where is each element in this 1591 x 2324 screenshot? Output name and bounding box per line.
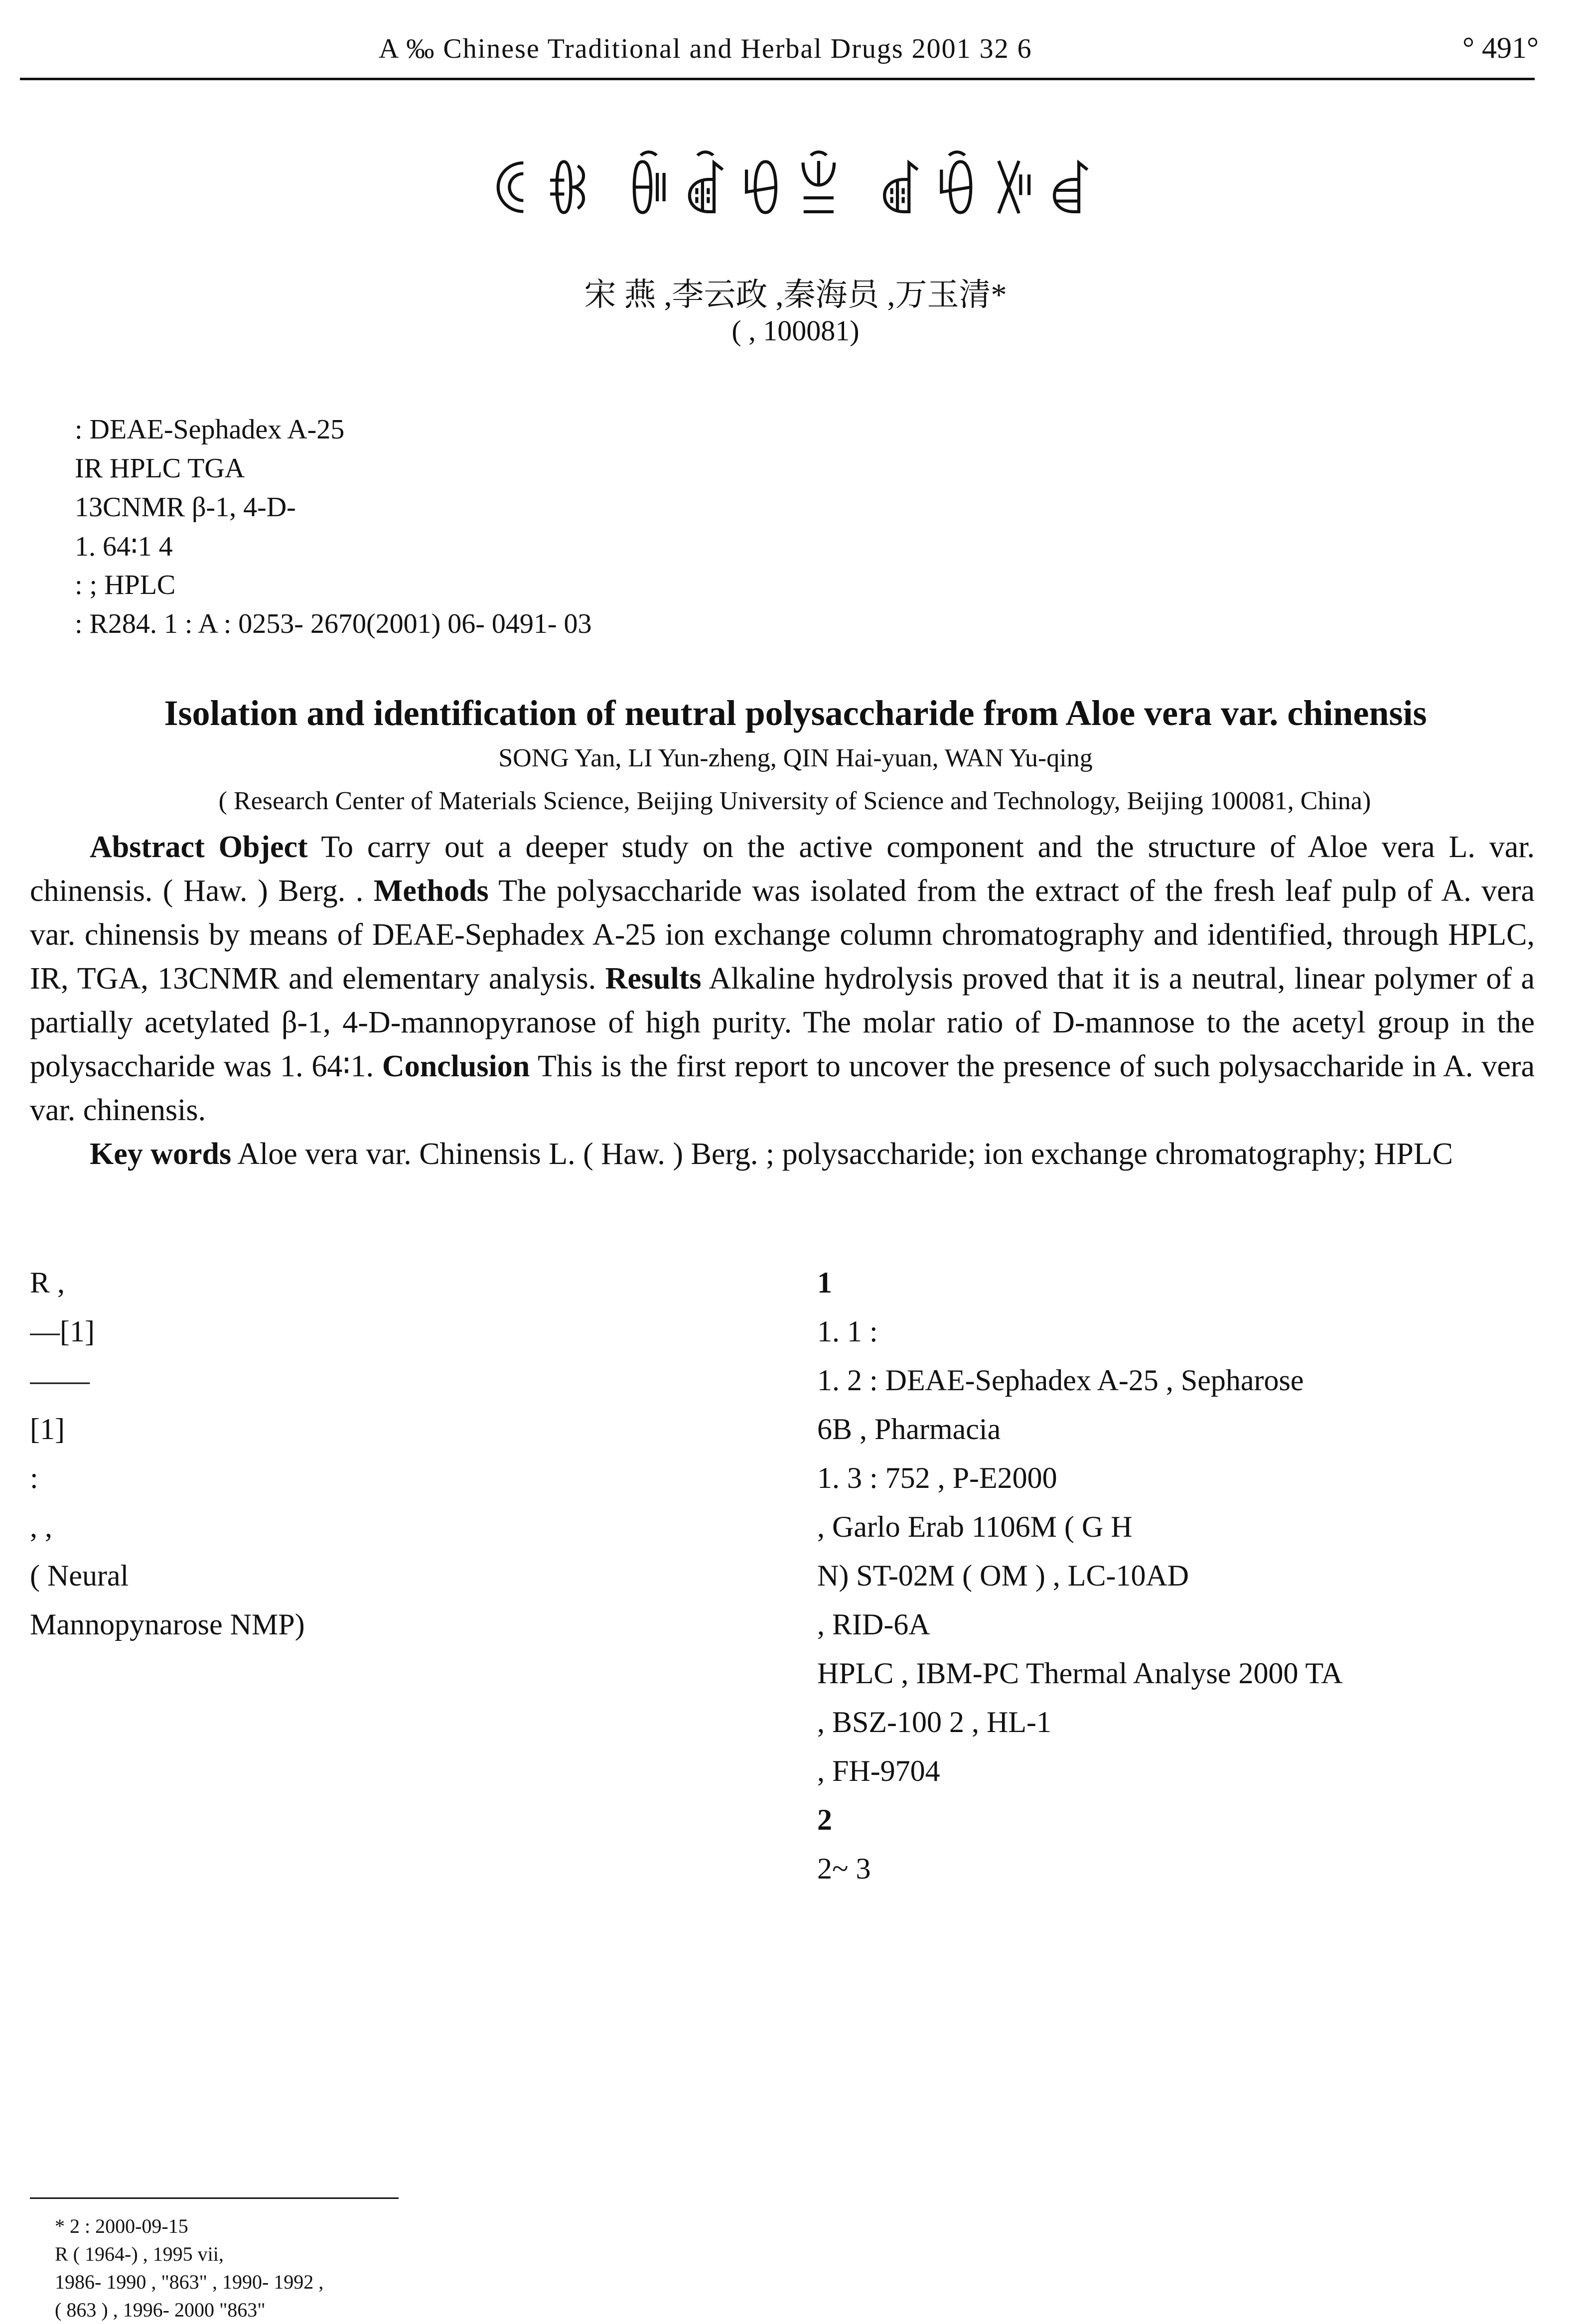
results-text: Alkaline hydrolysis proved that it is a neutral, linear polymer of a partially acetylated β-1, 4-D-mannopyranose of high purity. The molar ratio of D-mannose to the acetyl group in the polysaccharide was 1. 64∶1. bbox=[30, 962, 1535, 1083]
footnote-line: 1986- 1990 , "863" , 1990- 1992 , bbox=[55, 2271, 324, 2293]
body-line: —[1] bbox=[30, 1315, 95, 1348]
body-line: , FH-9704 bbox=[817, 1754, 940, 1787]
object-text: To carry out a deeper study on the active component and the structure of Aloe vera L. var. chinensis. ( Haw. ) Berg. . bbox=[30, 830, 1535, 908]
chinese-abstract-line: 1. 64∶1 4 bbox=[75, 531, 173, 562]
conclusion-text: This is the first report to uncover the presence of such polysaccharide in A. vera var. chinensis. bbox=[30, 1049, 1535, 1127]
object-label: Object bbox=[218, 830, 308, 864]
keywords-text: Aloe vera var. Chinensis L. ( Haw. ) Berg. ; polysaccharide; ion exchange chromatography; HPLC bbox=[237, 1137, 1453, 1171]
chinese-authors: 宋 燕 ,李云政 ,秦海员 ,万玉清* bbox=[584, 277, 1007, 312]
abstract-label: Abstract bbox=[90, 830, 205, 864]
body-right-column bbox=[817, 1258, 1535, 1893]
body-line: : bbox=[30, 1461, 38, 1494]
conclusion-label: Conclusion bbox=[382, 1049, 530, 1083]
body-line: R , bbox=[30, 1266, 65, 1299]
page-number: ° 491° bbox=[1462, 31, 1539, 64]
body-line: N) ST-02M ( OM ) , LC-10AD bbox=[817, 1559, 1189, 1592]
keywords-label: Key words bbox=[90, 1137, 232, 1171]
chinese-affiliation: ( , 100081) bbox=[731, 314, 860, 347]
body-line: [1] bbox=[30, 1413, 65, 1446]
body-line: ( Neural bbox=[30, 1559, 129, 1592]
classification-codes: : R284. 1 : A : 0253- 2670(2001) 06- 0491- 03 bbox=[75, 608, 592, 639]
section-heading: 2 bbox=[817, 1803, 832, 1836]
body-line: , , bbox=[30, 1510, 52, 1543]
body-line: 1. 1 : bbox=[817, 1315, 878, 1348]
journal-running-head: A ‰ Chinese Traditional and Herbal Drugs 2001 32 6 bbox=[379, 33, 1032, 64]
english-title: Isolation and identification of neutral polysaccharide from Aloe vera var. chinensis bbox=[164, 693, 1427, 733]
chinese-title: ꀯꁆ ꀼꀶꀺꁇ ꀷꀹꀻꀸ bbox=[487, 160, 1104, 226]
body-line: 2~ 3 bbox=[817, 1852, 871, 1885]
body-line: 1. 3 : 752 , P-E2000 bbox=[817, 1461, 1057, 1494]
footnote-line: * 2 : 2000-09-15 bbox=[55, 2215, 188, 2237]
body-line: HPLC , IBM-PC Thermal Analyse 2000 TA bbox=[817, 1657, 1343, 1690]
body-line: , Garlo Erab 1106M ( G H bbox=[817, 1510, 1133, 1543]
footnote bbox=[55, 2212, 1530, 2324]
footnote-line: ( 863 ) , 1996- 2000 "863" bbox=[55, 2299, 266, 2321]
results-label: Results bbox=[605, 962, 702, 996]
english-abstract bbox=[30, 825, 1535, 1176]
body-left-column bbox=[30, 1258, 747, 1649]
chinese-abstract-line: : DEAE-Sephadex A-25 bbox=[75, 414, 345, 445]
footnote-rule bbox=[30, 2197, 399, 2199]
chinese-abstract-line: 13CNMR β-1, 4-D- bbox=[75, 492, 296, 523]
english-affiliation: ( Research Center of Materials Science, Beijing University of Science and Technology, Beijing 100081, China) bbox=[218, 787, 1371, 815]
methods-label: Methods bbox=[373, 874, 489, 908]
body-line: , BSZ-100 2 , HL-1 bbox=[817, 1706, 1051, 1739]
body-line: 6B , Pharmacia bbox=[817, 1413, 1001, 1446]
footnote-line: R ( 1964-) , 1995 vii, bbox=[55, 2243, 224, 2265]
body-line: 1. 2 : DEAE-Sephadex A-25 , Sepharose bbox=[817, 1364, 1304, 1397]
body-line: , RID-6A bbox=[817, 1608, 930, 1641]
body-line: Mannopynarose NMP) bbox=[30, 1608, 305, 1641]
chinese-keywords: : ; HPLC bbox=[75, 570, 176, 600]
methods-text: The polysaccharide was isolated from the extract of the fresh leaf pulp of A. vera var. chinensis by means of DEAE-Sephadex A-25 ion exchange column chromatography and identified, through HPLC, IR, TGA, 13CNMR and elementary analysis. bbox=[30, 874, 1535, 996]
chinese-abstract-line: IR HPLC TGA bbox=[75, 453, 245, 484]
body-line: —— bbox=[30, 1364, 90, 1397]
english-authors: SONG Yan, LI Yun-zheng, QIN Hai-yuan, WAN Yu-qing bbox=[498, 744, 1093, 772]
section-heading: 1 bbox=[817, 1266, 832, 1299]
